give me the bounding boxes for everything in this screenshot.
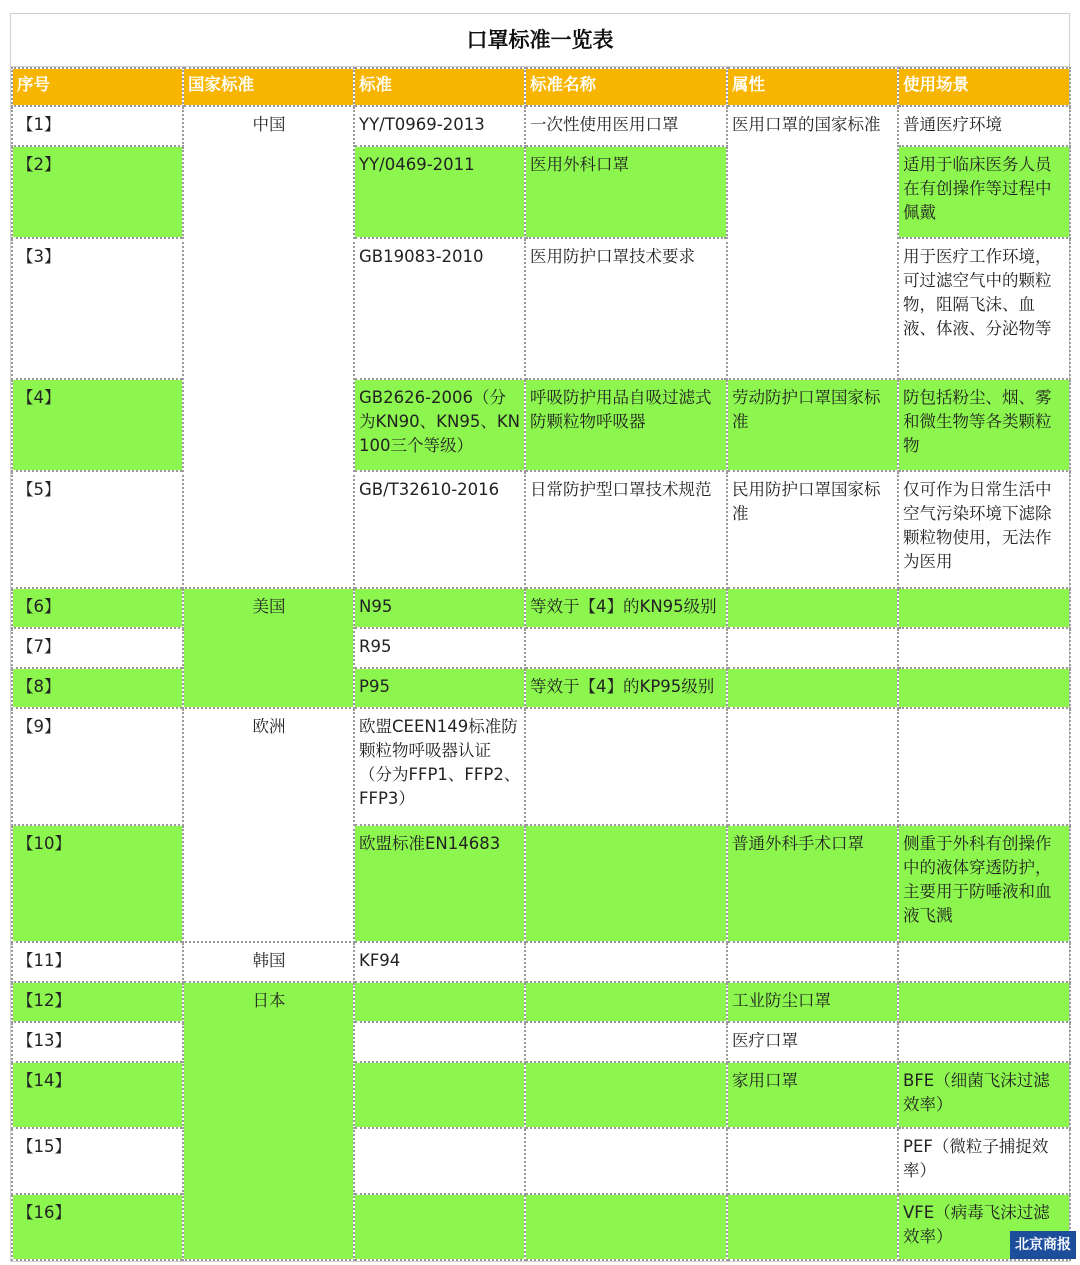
cell-standard-name: 等效于【4】的KP95级别 — [525, 668, 727, 708]
cell-standard-name — [525, 1128, 727, 1194]
cell-usage: 用于医疗工作环境，可过滤空气中的颗粒物，阻隔飞沫、血液、体液、分泌物等 — [898, 238, 1070, 379]
table-row — [12, 1062, 1070, 1128]
cell-no: 【8】 — [12, 668, 183, 708]
cell-standard: P95 — [354, 668, 525, 708]
cell-standard-name: 呼吸防护用品自吸过滤式防颗粒物呼吸器 — [525, 379, 727, 471]
cell-standard: R95 — [354, 628, 525, 668]
cell-country-japan: 日本 — [183, 982, 354, 1260]
cell-standard: 欧盟CEEN149标准防颗粒物呼吸器认证（分为FFP1、FFP2、FFP3） — [354, 708, 525, 825]
cell-attribute-merged: 医用口罩的国家标准 — [727, 106, 898, 379]
cell-usage: PEF（微粒子捕捉效率） — [898, 1128, 1070, 1194]
header-country: 国家标准 — [183, 68, 354, 106]
table-row — [12, 628, 1070, 668]
table-row — [12, 106, 1070, 146]
cell-no: 【13】 — [12, 1022, 183, 1062]
cell-standard — [354, 982, 525, 1022]
cell-standard-name — [525, 1194, 727, 1260]
cell-attribute: 民用防护口罩国家标准 — [727, 471, 898, 588]
cell-standard: KF94 — [354, 942, 525, 982]
cell-standard — [354, 1128, 525, 1194]
cell-no: 【12】 — [12, 982, 183, 1022]
cell-standard — [354, 1062, 525, 1128]
cell-usage: 适用于临床医务人员在有创操作等过程中佩戴 — [898, 146, 1070, 238]
cell-country-europe: 欧洲 — [183, 708, 354, 942]
header-standard-name: 标准名称 — [525, 68, 727, 106]
cell-usage — [898, 588, 1070, 628]
cell-standard: GB/T32610-2016 — [354, 471, 525, 588]
table-row — [12, 668, 1070, 708]
cell-no: 【14】 — [12, 1062, 183, 1128]
cell-usage: 普通医疗环境 — [898, 106, 1070, 146]
cell-standard-name: 医用防护口罩技术要求 — [525, 238, 727, 379]
cell-no: 【11】 — [12, 942, 183, 982]
cell-usage — [898, 982, 1070, 1022]
cell-attribute: 医疗口罩 — [727, 1022, 898, 1062]
cell-attribute: 普通外科手术口罩 — [727, 825, 898, 942]
table-title: 口罩标准一览表 — [11, 14, 1069, 67]
cell-no: 【5】 — [12, 471, 183, 588]
cell-standard-name — [525, 1022, 727, 1062]
cell-usage: BFE（细菌飞沫过滤效率） — [898, 1062, 1070, 1128]
cell-no: 【15】 — [12, 1128, 183, 1194]
cell-usage — [898, 1022, 1070, 1062]
cell-standard — [354, 1194, 525, 1260]
table-row — [12, 942, 1070, 982]
cell-standard: 欧盟标准EN14683 — [354, 825, 525, 942]
cell-standard-name: 医用外科口罩 — [525, 146, 727, 238]
cell-attribute — [727, 1128, 898, 1194]
publisher-logo: 北京商报 — [1010, 1231, 1076, 1259]
table-row — [12, 708, 1070, 825]
cell-standard-name — [525, 708, 727, 825]
table-row — [12, 379, 1070, 471]
cell-country-usa: 美国 — [183, 588, 354, 708]
header-row — [12, 68, 1070, 106]
cell-no: 【9】 — [12, 708, 183, 825]
table-row — [12, 1022, 1070, 1062]
cell-standard-name — [525, 628, 727, 668]
table-row — [12, 238, 1070, 379]
table-row — [12, 146, 1070, 238]
cell-usage: 侧重于外科有创操作中的液体穿透防护，主要用于防唾液和血液飞溅 — [898, 825, 1070, 942]
cell-country-korea: 韩国 — [183, 942, 354, 982]
cell-attribute: 工业防尘口罩 — [727, 982, 898, 1022]
cell-usage — [898, 668, 1070, 708]
table-row — [12, 982, 1070, 1022]
cell-usage — [898, 942, 1070, 982]
cell-standard: YY/T0969-2013 — [354, 106, 525, 146]
cell-standard-name — [525, 942, 727, 982]
cell-no: 【16】 — [12, 1194, 183, 1260]
cell-standard-name — [525, 1062, 727, 1128]
cell-no: 【10】 — [12, 825, 183, 942]
cell-attribute — [727, 1194, 898, 1260]
cell-standard: YY/0469-2011 — [354, 146, 525, 238]
cell-standard-name — [525, 982, 727, 1022]
table-row — [12, 1128, 1070, 1194]
header-no: 序号 — [12, 68, 183, 106]
header-usage: 使用场景 — [898, 68, 1070, 106]
table-row — [12, 588, 1070, 628]
cell-no: 【3】 — [12, 238, 183, 379]
cell-standard-name: 一次性使用医用口罩 — [525, 106, 727, 146]
standards-table — [11, 67, 1071, 1261]
cell-standard: GB19083-2010 — [354, 238, 525, 379]
header-attribute: 属性 — [727, 68, 898, 106]
cell-standard-name: 日常防护型口罩技术规范 — [525, 471, 727, 588]
cell-no: 【1】 — [12, 106, 183, 146]
cell-attribute — [727, 708, 898, 825]
table-row — [12, 1194, 1070, 1260]
cell-attribute — [727, 668, 898, 708]
cell-standard — [354, 1022, 525, 1062]
cell-usage: 仅可作为日常生活中空气污染环境下滤除颗粒物使用，无法作为医用 — [898, 471, 1070, 588]
cell-usage — [898, 708, 1070, 825]
cell-attribute — [727, 942, 898, 982]
cell-standard-name — [525, 825, 727, 942]
cell-no: 【6】 — [12, 588, 183, 628]
cell-country-china: 中国 — [183, 106, 354, 588]
cell-standard: N95 — [354, 588, 525, 628]
cell-attribute — [727, 628, 898, 668]
cell-usage — [898, 628, 1070, 668]
header-standard: 标准 — [354, 68, 525, 106]
cell-usage: 防包括粉尘、烟、雾和微生物等各类颗粒物 — [898, 379, 1070, 471]
cell-standard-name: 等效于【4】的KN95级别 — [525, 588, 727, 628]
table-row — [12, 825, 1070, 942]
mask-standards-table-card — [10, 13, 1070, 1262]
cell-usage: VFE（病毒飞沫过滤效率） — [898, 1194, 1070, 1260]
cell-attribute: 家用口罩 — [727, 1062, 898, 1128]
table-row — [12, 471, 1070, 588]
cell-no: 【4】 — [12, 379, 183, 471]
cell-attribute — [727, 588, 898, 628]
cell-standard: GB2626-2006（分为KN90、KN95、KN100三个等级） — [354, 379, 525, 471]
cell-no: 【7】 — [12, 628, 183, 668]
cell-no: 【2】 — [12, 146, 183, 238]
cell-attribute: 劳动防护口罩国家标准 — [727, 379, 898, 471]
